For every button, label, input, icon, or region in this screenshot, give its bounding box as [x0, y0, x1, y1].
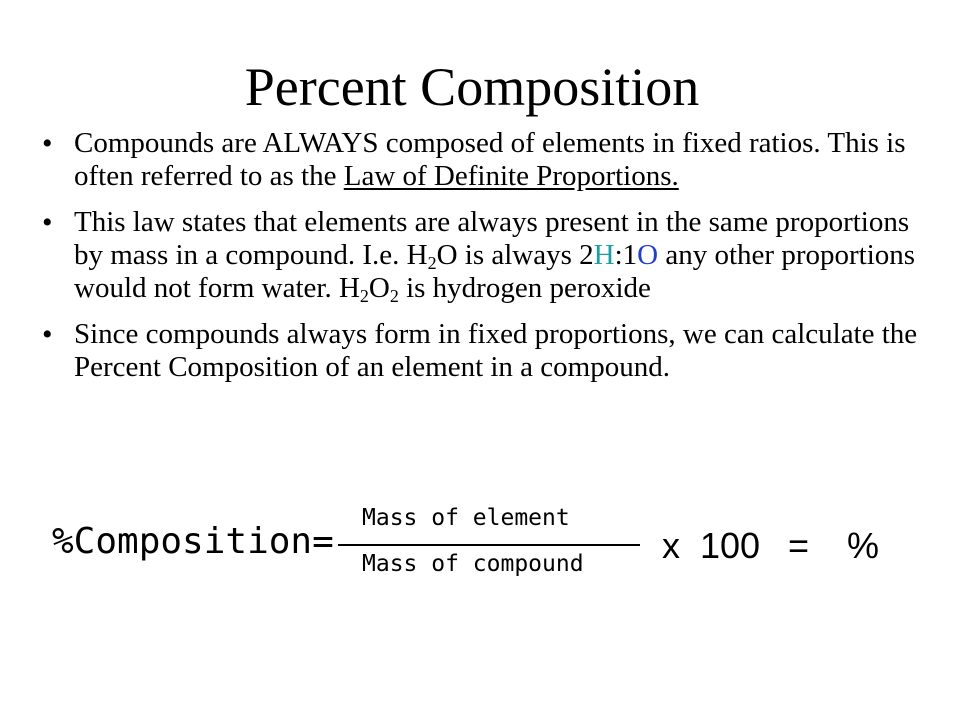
bullet-marker: •: [42, 206, 53, 239]
formula-hundred: 100: [700, 525, 761, 566]
bullet-law-explanation: [42, 206, 922, 305]
bullet-text: Compounds are ALWAYS composed of elements in fixed ratios. This is often referred to as the: [74, 127, 906, 192]
bullet-text: O is always 2: [436, 239, 594, 271]
formula-denominator: Mass of compound: [362, 551, 584, 577]
ratio-colon: :1: [614, 239, 638, 271]
formula-lhs: %Composition=: [52, 521, 334, 562]
bullet-marker: •: [42, 318, 53, 351]
bullet-text: O: [368, 272, 390, 304]
subscript: 2: [389, 286, 399, 307]
formula-times: x: [662, 525, 680, 566]
bullet-text: This law states that elements are always present in the same proportions by mass in a compound. I.e. H: [74, 206, 910, 271]
subscript: 2: [427, 253, 437, 274]
subscript: 2: [359, 286, 369, 307]
bullet-list: [42, 127, 922, 384]
bullet-text: is hydrogen peroxide: [398, 272, 651, 304]
bullet-law-definite-proportions: [42, 127, 922, 193]
bullet-text: Since compounds always form in fixed proportions, we can calculate the Percent Composition of an element in a compound.: [74, 318, 918, 383]
slide-title: Percent Composition: [244, 57, 700, 117]
oxygen-symbol: O: [637, 239, 659, 271]
formula-percent: %: [847, 525, 880, 566]
bullet-marker: •: [42, 127, 53, 160]
formula-equals: =: [788, 525, 810, 566]
bullet-text: any other proportions would not form water. H: [74, 239, 916, 304]
fraction-bar: [338, 544, 640, 546]
bullet-percent-composition: [42, 318, 922, 384]
hydrogen-symbol: H: [593, 239, 615, 271]
law-name: Law of Definite Proportions.: [343, 160, 679, 192]
formula-numerator: Mass of element: [362, 505, 570, 531]
